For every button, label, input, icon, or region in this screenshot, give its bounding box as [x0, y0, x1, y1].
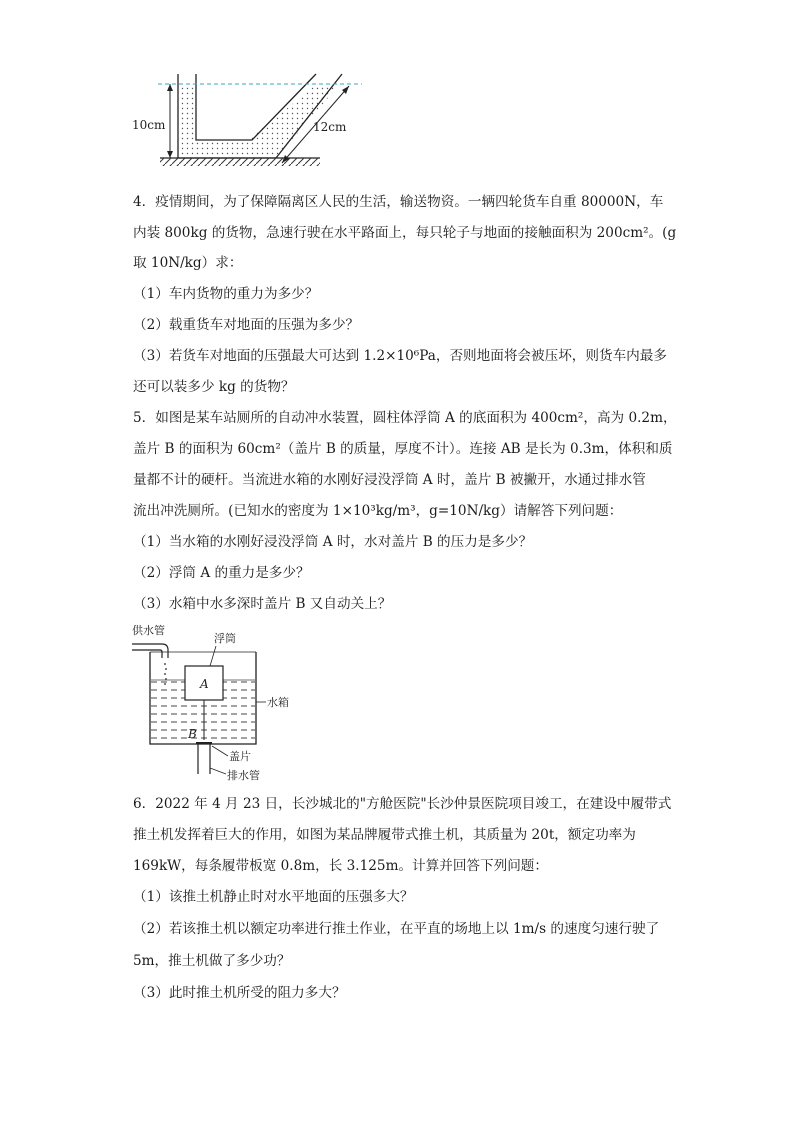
- q5-line-1: 5．如图是某车站厕所的自动冲水装置，圆柱体浮筒 A 的底面积为 400cm²，高为 0.2m，: [133, 410, 677, 426]
- drain-leader: [210, 768, 226, 774]
- q6-sub-2-line-2: 5m，推土机做了多少功？: [133, 953, 291, 969]
- q6-line-3: 169kW，每条履带板宽 0.8m，长 3.125m。计算并回答下列问题：: [133, 858, 548, 874]
- q6-sub-2-line-1: （2）若该推土机以额定功率进行推土作业，在平直的场地上以 1m/s 的速度匀速行驶了: [133, 921, 660, 937]
- height-arrow-top: [167, 84, 173, 91]
- ground-hatch: [160, 158, 320, 166]
- q4-sub-2: （2）载重货车对地面的压强为多少？: [133, 317, 360, 333]
- tank-label: 水箱: [267, 696, 289, 709]
- height-arrow-bottom: [167, 151, 173, 158]
- drain-label: 排水管: [227, 769, 260, 782]
- q6-sub-3: （3）此时推土机所受的阻力多大？: [133, 985, 346, 1001]
- float-leader: [210, 646, 216, 666]
- q5-line-4: 流出冲洗厕所。(已知水的密度为 1×10³kg/m³，g=10N/kg）请解答下列问题：: [133, 503, 623, 519]
- supply-pipe-bend: [160, 644, 168, 658]
- q5-sub-3: （3）水箱中水多深时盖片 B 又自动关上？: [133, 596, 392, 612]
- supply-pipe-label: 供水管: [132, 624, 165, 637]
- q4-line-2: 内装 800kg 的货物，急速行驶在水平路面上，每只轮子与地面的接触面积为 200cm²。(g: [133, 225, 677, 241]
- q4-sub-1: （1）车内货物的重力为多少？: [133, 286, 319, 302]
- q4-sub-3-line-2: 还可以装多少 kg 的货物？: [133, 379, 295, 395]
- q6-sub-1: （1）该推土机静止时对水平地面的压强多大？: [133, 889, 414, 905]
- q5-line-3: 量都不计的硬杆。当流进水箱的水刚好浸没浮筒 A 时，盖片 B 被撇开，水通过排水管: [133, 472, 646, 488]
- q4-sub-3-line-1: （3）若货车对地面的压强最大可达到 1.2×10⁶Pa，否则地面将会被压坏，则货车内最多: [133, 348, 667, 364]
- height-label: 10cm: [132, 118, 166, 132]
- q6-line-1: 6．2022 年 4 月 23 日，长沙城北的"方舱医院"长沙仲景医院项目竣工，在建设中履带式: [133, 796, 672, 812]
- figure-flush-device: [130, 622, 310, 782]
- q5-line-2: 盖片 B 的面积为 60cm²（盖片 B 的质量，厚度不计）。连接 AB 是长为 0.3m，体积和质: [133, 441, 673, 457]
- figure-connected-vessel: [130, 66, 380, 176]
- float-a-label: A: [200, 677, 209, 691]
- length-label: 12cm: [313, 120, 347, 134]
- q4-line-1: 4．疫情期间，为了保障隔离区人民的生活，输送物资。一辆四轮货车自重 80000N，车: [133, 194, 664, 210]
- cover-label: 盖片: [229, 750, 251, 763]
- q5-sub-2: （2）浮筒 A 的重力是多少？: [133, 565, 310, 581]
- q6-line-2: 推土机发挥着巨大的作用，如图为某品牌履带式推土机，其质量为 20t，额定功率为: [133, 827, 636, 843]
- q4-line-3: 取 10N/kg）求：: [133, 255, 243, 271]
- cover-b-label: B: [188, 727, 197, 741]
- float-label: 浮筒: [214, 632, 236, 645]
- q5-sub-1: （1）当水箱的水刚好浸没浮筒 A 时，水对盖片 B 的压力是多少？: [133, 534, 533, 550]
- cover-leader: [212, 746, 228, 756]
